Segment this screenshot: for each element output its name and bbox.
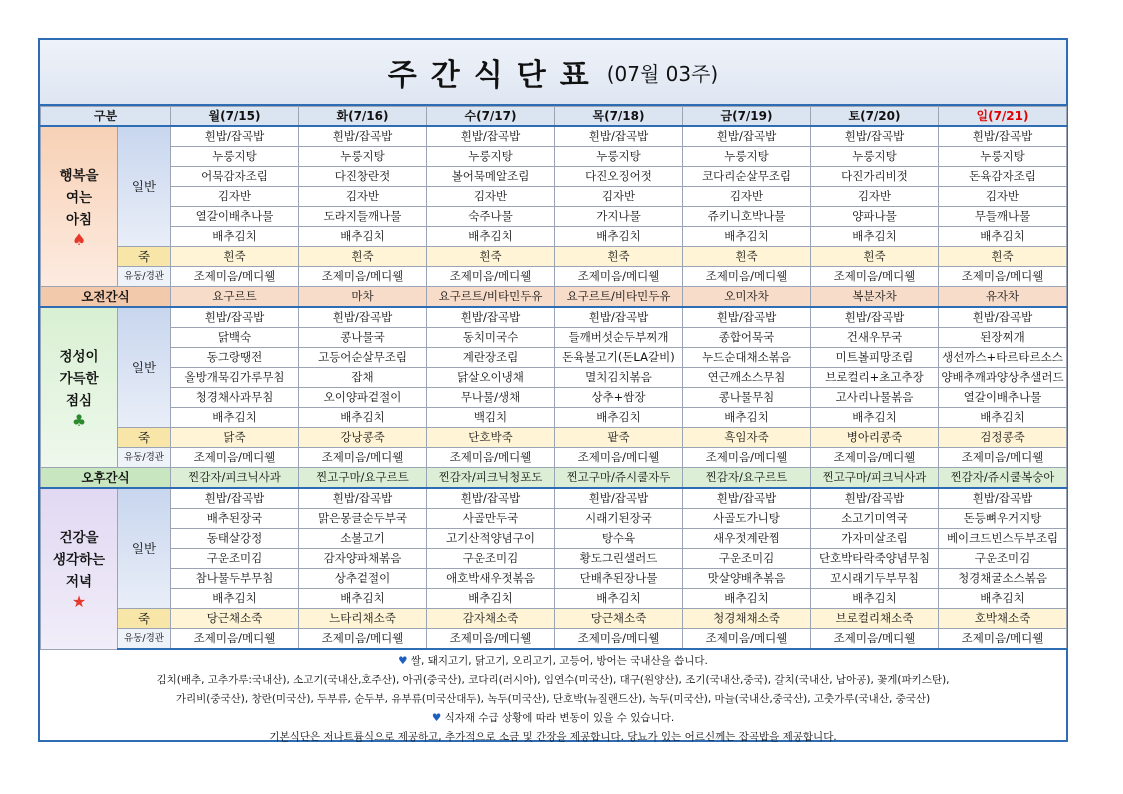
pm-snack-item: 찐감자/요구르트 (683, 468, 811, 489)
dinner-general-row (41, 509, 1067, 529)
menu-item: 쥬키니호박나물 (683, 207, 811, 227)
menu-item: 동태살강정 (171, 529, 299, 549)
dairy-item: 조제미음/메디웰 (555, 629, 683, 650)
menu-item: 잡채 (299, 368, 427, 388)
weekly-menu-table (40, 106, 1067, 650)
general-label: 일반 (118, 307, 171, 428)
porridge-item: 당근채소죽 (171, 609, 299, 629)
breakfast-group-label (41, 126, 118, 287)
porridge-item: 흰죽 (683, 247, 811, 267)
menu-item: 양배추깨과양상추샐러드 (939, 368, 1067, 388)
day-header: 금(7/19) (683, 107, 811, 127)
menu-item: 베이크드빈스두부조림 (939, 529, 1067, 549)
menu-item: 미트볼피망조림 (811, 348, 939, 368)
menu-item: 누드순대채소볶음 (683, 348, 811, 368)
menu-item: 황도그린샐러드 (555, 549, 683, 569)
breakfast-general-row (41, 126, 1067, 147)
breakfast-porridge-row (41, 247, 1067, 267)
porridge-item: 흑임자죽 (683, 428, 811, 448)
menu-item: 배추된장국 (171, 509, 299, 529)
menu-item: 돈육감자조림 (939, 167, 1067, 187)
am-snack-item: 복분자차 (811, 287, 939, 308)
porridge-label: 죽 (118, 428, 171, 448)
menu-item: 흰밥/잡곡밥 (683, 307, 811, 328)
menu-item: 브로컬리+초고추장 (811, 368, 939, 388)
menu-item: 고등어순살무조림 (299, 348, 427, 368)
lunch-general-row (41, 348, 1067, 368)
menu-item: 닭백숙 (171, 328, 299, 348)
dairy-item: 조제미음/메디웰 (427, 629, 555, 650)
page-title: 주간식단표 (387, 58, 603, 93)
title-banner (40, 40, 1066, 106)
menu-item: 누룽지탕 (427, 147, 555, 167)
menu-item: 흰밥/잡곡밥 (555, 126, 683, 147)
star-icon: ★ (71, 591, 87, 611)
menu-item: 구운조미김 (683, 549, 811, 569)
menu-item: 다진창란젓 (299, 167, 427, 187)
menu-item: 다진오징어젓 (555, 167, 683, 187)
menu-item: 흰밥/잡곡밥 (555, 307, 683, 328)
porridge-item: 팥죽 (555, 428, 683, 448)
dairy-item: 조제미음/메디웰 (811, 267, 939, 287)
porridge-item: 흰죽 (171, 247, 299, 267)
porridge-item: 닭죽 (171, 428, 299, 448)
porridge-item: 호박채소죽 (939, 609, 1067, 629)
porridge-label: 죽 (118, 609, 171, 629)
am-snack-item: 마차 (299, 287, 427, 308)
dairy-item: 조제미음/메디웰 (683, 448, 811, 468)
base-notice: 기본식단은 저나트륨식으로 제공하고, 추가적으로 소금 및 간장을 제공합니다. 당뇨가 있는 어르신께는 잡곡밥을 제공합니다. (269, 731, 837, 743)
menu-item: 배추김치 (683, 227, 811, 247)
menu-item: 흰밥/잡곡밥 (171, 488, 299, 509)
menu-item: 흰밥/잡곡밥 (683, 488, 811, 509)
menu-item: 김자반 (555, 187, 683, 207)
porridge-item: 청경채채소죽 (683, 609, 811, 629)
menu-item: 흰밥/잡곡밥 (683, 126, 811, 147)
dinner-porridge-row (41, 609, 1067, 629)
menu-item: 김자반 (427, 187, 555, 207)
menu-item: 흰밥/잡곡밥 (299, 126, 427, 147)
menu-item: 흰밥/잡곡밥 (427, 307, 555, 328)
dinner-general-row (41, 569, 1067, 589)
breakfast-general-row (41, 187, 1067, 207)
menu-item: 양파나물 (811, 207, 939, 227)
pm-snack-item: 찐고구마/피크닉사과 (811, 468, 939, 489)
breakfast-title-line: 여는 (65, 189, 93, 206)
origin-main-line (40, 652, 1066, 671)
origin-main: 쌀, 돼지고기, 닭고기, 오리고기, 고등어, 방어는 국내산을 씁니다. (410, 655, 708, 667)
day-header-sunday: 일(7/21) (939, 107, 1067, 127)
change-notice-line (40, 709, 1066, 728)
pm-snack-item: 찐고구마/요구르트 (299, 468, 427, 489)
dairy-item: 조제미음/메디웰 (939, 267, 1067, 287)
menu-item: 구운조미김 (171, 549, 299, 569)
menu-item: 상추+쌈장 (555, 388, 683, 408)
menu-item: 흰밥/잡곡밥 (939, 488, 1067, 509)
menu-item: 맛살양배추볶음 (683, 569, 811, 589)
dinner-title-line: 건강을 (59, 529, 99, 546)
menu-item: 돈등뼈우거지탕 (939, 509, 1067, 529)
menu-item: 사골도가니탕 (683, 509, 811, 529)
pm-snack-item: 찐감자/쥬시쿨복숭아 (939, 468, 1067, 489)
porridge-label: 죽 (118, 247, 171, 267)
menu-item: 상추겉절이 (299, 569, 427, 589)
menu-item: 꼬시래기두부무침 (811, 569, 939, 589)
menu-item: 소고기미역국 (811, 509, 939, 529)
heart-icon: ♥ (398, 655, 408, 667)
menu-item: 열갈이배추나물 (939, 388, 1067, 408)
am-snack-item: 오미자차 (683, 287, 811, 308)
menu-item: 건새우무국 (811, 328, 939, 348)
menu-item: 가자미살조림 (811, 529, 939, 549)
pm-snack-item: 찐고구마/쥬시쿨자두 (555, 468, 683, 489)
lunch-general-row (41, 408, 1067, 428)
menu-item: 배추김치 (171, 408, 299, 428)
lunch-general-row (41, 307, 1067, 328)
menu-item: 참나물두부무침 (171, 569, 299, 589)
menu-item: 새우젓계란찜 (683, 529, 811, 549)
menu-item: 배추김치 (299, 408, 427, 428)
menu-item: 연근깨소스무침 (683, 368, 811, 388)
menu-item: 들깨버섯순두부찌개 (555, 328, 683, 348)
menu-item: 흰밥/잡곡밥 (299, 488, 427, 509)
menu-item: 콩나물무침 (683, 388, 811, 408)
menu-item: 멸치김치볶음 (555, 368, 683, 388)
porridge-item: 흰죽 (939, 247, 1067, 267)
menu-item: 고기산적양념구이 (427, 529, 555, 549)
menu-item: 청경채사과무침 (171, 388, 299, 408)
menu-item: 누룽지탕 (299, 147, 427, 167)
lunch-group-label (41, 307, 118, 468)
day-header: 월(7/15) (171, 107, 299, 127)
menu-item: 단배추된장나물 (555, 569, 683, 589)
menu-item: 볼어묵메알조림 (427, 167, 555, 187)
notes-section (40, 650, 1066, 747)
dairy-item: 조제미음/메디웰 (171, 629, 299, 650)
menu-item: 김자반 (171, 187, 299, 207)
menu-item: 배추김치 (939, 589, 1067, 609)
menu-item: 배추김치 (299, 227, 427, 247)
origin-line-1: 김치(배추, 고추가루:국내산), 소고기(국내산,호주산), 아귀(중국산), 코다리(러시아), 임연수(미국산), 대구(원양산), 조기(국내산,중국), 갈치(국내산, 남아공), 꽃게(파키스탄), (156, 674, 950, 686)
dairy-item: 조제미음/메디웰 (299, 267, 427, 287)
menu-item: 소불고기 (299, 529, 427, 549)
menu-item: 애호박새우젓볶음 (427, 569, 555, 589)
porridge-item: 당근채소죽 (555, 609, 683, 629)
porridge-item: 감자채소죽 (427, 609, 555, 629)
dairy-item: 조제미음/메디웰 (299, 448, 427, 468)
dinner-title-line: 저녁 (65, 573, 93, 590)
dairy-item: 조제미음/메디웰 (555, 448, 683, 468)
am-snack-item: 요구르트/비타민두유 (555, 287, 683, 308)
spade-icon: ♠ (71, 229, 87, 249)
porridge-item: 병아리콩죽 (811, 428, 939, 448)
menu-item: 닭살오이냉채 (427, 368, 555, 388)
menu-item: 배추김치 (683, 589, 811, 609)
menu-item: 김자반 (811, 187, 939, 207)
breakfast-title-line: 아침 (65, 211, 93, 228)
dinner-general-row (41, 589, 1067, 609)
breakfast-general-row (41, 227, 1067, 247)
dairy-item: 조제미음/메디웰 (811, 448, 939, 468)
dairy-item: 조제미음/메디웰 (427, 448, 555, 468)
menu-item: 콩나물국 (299, 328, 427, 348)
menu-item: 청경채굴소스볶음 (939, 569, 1067, 589)
dinner-general-row (41, 488, 1067, 509)
am-snack-item: 요구르트 (171, 287, 299, 308)
dinner-title-line: 생각하는 (52, 551, 106, 568)
menu-item: 흰밥/잡곡밥 (939, 126, 1067, 147)
dairy-label: 유동/경관 (118, 629, 171, 650)
menu-item: 배추김치 (171, 589, 299, 609)
lunch-title-line: 가득한 (59, 370, 99, 387)
week-label: (07월 03주) (606, 61, 719, 86)
menu-item: 흰밥/잡곡밥 (555, 488, 683, 509)
menu-sheet (38, 38, 1068, 742)
porridge-item: 검정콩죽 (939, 428, 1067, 448)
porridge-item: 흰죽 (299, 247, 427, 267)
menu-item: 무나물/생채 (427, 388, 555, 408)
dairy-item: 조제미음/메디웰 (171, 267, 299, 287)
menu-item: 계란장조림 (427, 348, 555, 368)
dairy-item: 조제미음/메디웰 (811, 629, 939, 650)
menu-item: 김자반 (939, 187, 1067, 207)
menu-item: 배추김치 (939, 227, 1067, 247)
day-header: 수(7/17) (427, 107, 555, 127)
menu-item: 돈육불고기(돈LA갈비) (555, 348, 683, 368)
menu-item: 백김치 (427, 408, 555, 428)
breakfast-general-row (41, 207, 1067, 227)
lunch-general-row (41, 388, 1067, 408)
heart-icon: ♥ (431, 712, 442, 724)
menu-item: 가지나물 (555, 207, 683, 227)
menu-item: 배추김치 (555, 227, 683, 247)
porridge-item: 느타리채소죽 (299, 609, 427, 629)
menu-item: 단호박타락죽양념무침 (811, 549, 939, 569)
menu-item: 무들깨나물 (939, 207, 1067, 227)
menu-item: 누룽지탕 (171, 147, 299, 167)
am-snack-item: 요구르트/비타민두유 (427, 287, 555, 308)
dinner-group-label (41, 488, 118, 649)
am-snack-label: 오전간식 (41, 287, 171, 308)
dairy-item: 조제미음/메디웰 (683, 267, 811, 287)
pm-snack-item: 찐감자/피크닉청포도 (427, 468, 555, 489)
menu-item: 누룽지탕 (939, 147, 1067, 167)
day-header-row (41, 107, 1067, 127)
menu-item: 흰밥/잡곡밥 (299, 307, 427, 328)
dairy-item: 조제미음/메디웰 (683, 629, 811, 650)
menu-item: 동그랑땡전 (171, 348, 299, 368)
menu-item: 생선까스+타르타르소스 (939, 348, 1067, 368)
dairy-item: 조제미음/메디웰 (555, 267, 683, 287)
menu-item: 배추김치 (939, 408, 1067, 428)
origin-line-2: 가리비(중국산), 창란(미국산), 두부류, 순두부, 유부류(미국산대두), 녹두(미국산), 단호박(뉴질랜드산), 녹두(미국산), 마늘(국내산,중국산), 고춧가루(국내산, 중국산) (175, 693, 931, 705)
menu-item: 배추김치 (555, 408, 683, 428)
menu-item: 누룽지탕 (555, 147, 683, 167)
dairy-label: 유동/경관 (118, 448, 171, 468)
menu-item: 배추김치 (811, 408, 939, 428)
dinner-general-row (41, 549, 1067, 569)
menu-item: 흰밥/잡곡밥 (171, 307, 299, 328)
menu-item: 오이양파겉절이 (299, 388, 427, 408)
menu-item: 흰밥/잡곡밥 (811, 488, 939, 509)
lunch-porridge-row (41, 428, 1067, 448)
lunch-title-line: 정성이 (59, 348, 99, 365)
pm-snack-label: 오후간식 (41, 468, 171, 489)
menu-item: 배추김치 (299, 589, 427, 609)
menu-item: 맑은몽글순두부국 (299, 509, 427, 529)
menu-item: 올방개묵김가루무침 (171, 368, 299, 388)
lunch-general-row (41, 368, 1067, 388)
club-icon: ♣ (71, 410, 87, 430)
day-header: 목(7/18) (555, 107, 683, 127)
menu-item: 탕수육 (555, 529, 683, 549)
breakfast-general-row (41, 167, 1067, 187)
menu-item: 흰밥/잡곡밥 (171, 126, 299, 147)
menu-item: 배추김치 (427, 589, 555, 609)
am-snack-row (41, 287, 1067, 308)
porridge-item: 브로컬리채소죽 (811, 609, 939, 629)
lunch-general-row (41, 328, 1067, 348)
dinner-dairy-row (41, 629, 1067, 650)
change-notice: 식자재 수급 상황에 따라 변동이 있을 수 있습니다. (444, 712, 675, 724)
breakfast-title-line: 행복을 (59, 167, 99, 184)
menu-item: 배추김치 (811, 227, 939, 247)
menu-item: 된장찌개 (939, 328, 1067, 348)
menu-item: 숙주나물 (427, 207, 555, 227)
menu-item: 배추김치 (683, 408, 811, 428)
menu-item: 누룽지탕 (811, 147, 939, 167)
menu-item: 누룽지탕 (683, 147, 811, 167)
menu-item: 도라지들깨나물 (299, 207, 427, 227)
menu-item: 구운조미김 (427, 549, 555, 569)
menu-item: 김자반 (299, 187, 427, 207)
general-label: 일반 (118, 126, 171, 247)
lunch-title-line: 점심 (65, 392, 93, 409)
breakfast-general-row (41, 147, 1067, 167)
porridge-item: 흰죽 (427, 247, 555, 267)
dairy-item: 조제미음/메디웰 (939, 629, 1067, 650)
am-snack-item: 유자차 (939, 287, 1067, 308)
dinner-general-row (41, 529, 1067, 549)
menu-item: 배추김치 (811, 589, 939, 609)
menu-item: 김자반 (683, 187, 811, 207)
lunch-dairy-row (41, 448, 1067, 468)
menu-item: 배추김치 (171, 227, 299, 247)
day-header: 화(7/16) (299, 107, 427, 127)
menu-item: 어묵감자조림 (171, 167, 299, 187)
menu-item: 종합어묵국 (683, 328, 811, 348)
menu-item: 시래기된장국 (555, 509, 683, 529)
menu-item: 다진가리비젓 (811, 167, 939, 187)
menu-item: 코다리순살무조림 (683, 167, 811, 187)
menu-item: 흰밥/잡곡밥 (939, 307, 1067, 328)
menu-item: 동치미국수 (427, 328, 555, 348)
dairy-item: 조제미음/메디웰 (427, 267, 555, 287)
breakfast-dairy-row (41, 267, 1067, 287)
porridge-item: 강낭콩죽 (299, 428, 427, 448)
menu-item: 흰밥/잡곡밥 (811, 307, 939, 328)
menu-item: 감자양파채볶음 (299, 549, 427, 569)
general-label: 일반 (118, 488, 171, 609)
porridge-item: 흰죽 (811, 247, 939, 267)
day-header: 토(7/20) (811, 107, 939, 127)
porridge-item: 단호박죽 (427, 428, 555, 448)
porridge-item: 흰죽 (555, 247, 683, 267)
menu-item: 배추김치 (555, 589, 683, 609)
menu-item: 구운조미김 (939, 549, 1067, 569)
pm-snack-row (41, 468, 1067, 489)
dairy-item: 조제미음/메디웰 (939, 448, 1067, 468)
menu-item: 열갈이배추나물 (171, 207, 299, 227)
menu-item: 고사리나물볶음 (811, 388, 939, 408)
dairy-item: 조제미음/메디웰 (171, 448, 299, 468)
menu-item: 흰밥/잡곡밥 (427, 488, 555, 509)
menu-item: 배추김치 (427, 227, 555, 247)
menu-item: 흰밥/잡곡밥 (427, 126, 555, 147)
menu-item: 흰밥/잡곡밥 (811, 126, 939, 147)
dairy-label: 유동/경관 (118, 267, 171, 287)
pm-snack-item: 찐감자/피크닉사과 (171, 468, 299, 489)
menu-item: 사골만두국 (427, 509, 555, 529)
dairy-item: 조제미음/메디웰 (299, 629, 427, 650)
category-header: 구분 (41, 107, 171, 127)
